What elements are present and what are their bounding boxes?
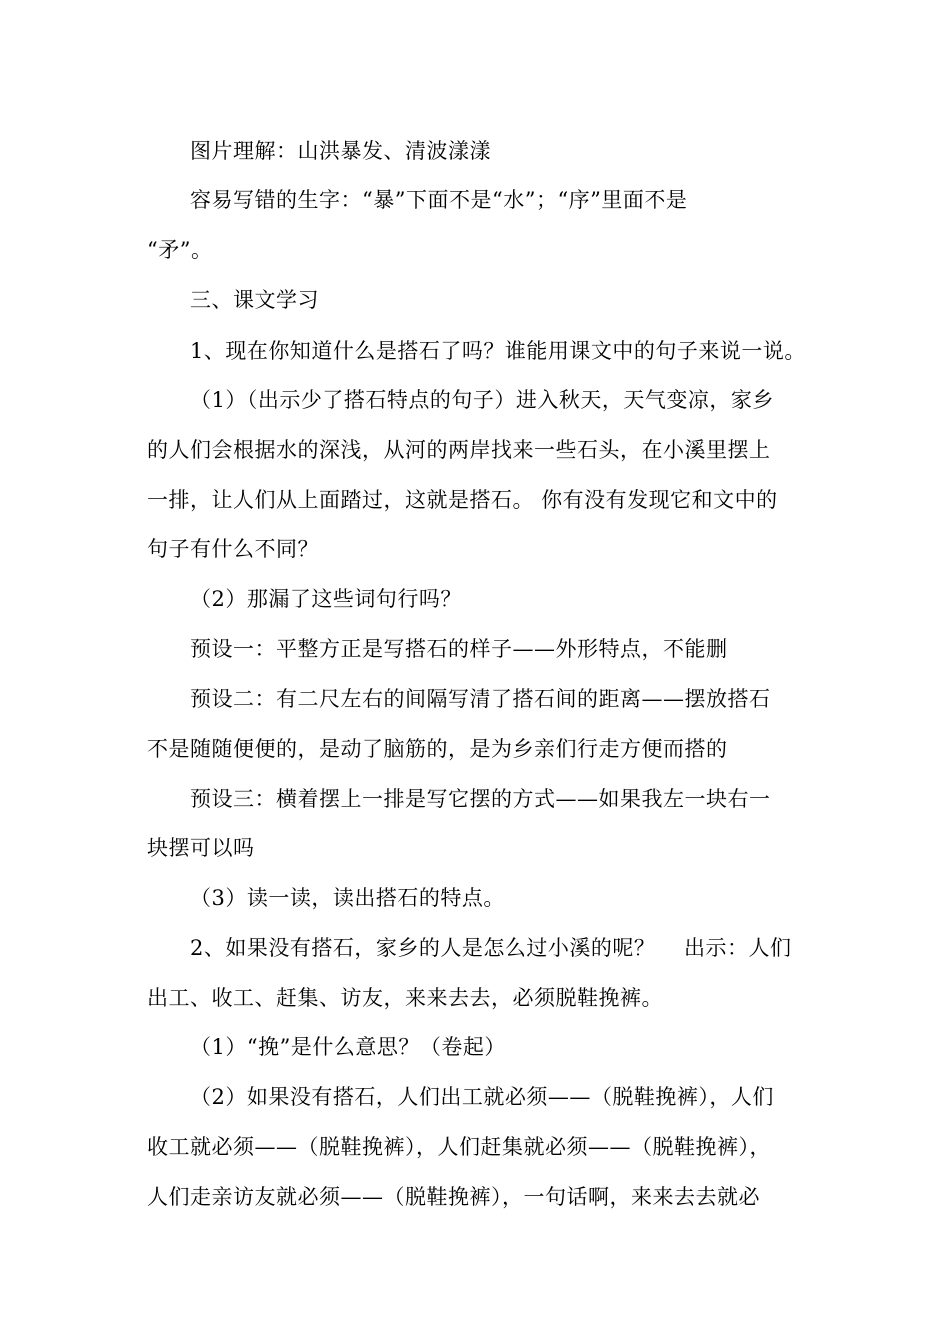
text-line: （1）“挽”是什么意思？（卷起） (190, 1035, 506, 1059)
text-line: 2、如果没有搭石，家乡的人是怎么过小溪的呢？ 出示：人们 (190, 936, 792, 960)
text-line: 预设一：平整方正是写搭石的样子——外形特点，不能删 (190, 637, 728, 661)
text-line: （2）如果没有搭石，人们出工就必须——（脱鞋挽裤），人们 (190, 1085, 774, 1109)
text-line: 收工就必须——（脱鞋挽裤），人们赶集就必须——（脱鞋挽裤）， (147, 1135, 771, 1159)
text-line: （1）（出示少了搭石特点的句子）进入秋天，天气变凉，家乡 (190, 388, 774, 412)
text-line: 预设三：横着摆上一排是写它摆的方式——如果我左一块右一 (190, 787, 771, 811)
text-line: 容易写错的生字：“暴”下面不是“水”；“序”里面不是 (190, 188, 688, 212)
text-line: 1、现在你知道什么是搭石了吗？谁能用课文中的句子来说一说。 (190, 339, 806, 363)
text-line: 的人们会根据水的深浅，从河的两岸找来一些石头，在小溪里摆上 (147, 438, 771, 462)
text-line: 一排，让人们从上面踏过，这就是搭石。 你有没有发现它和文中的 (147, 488, 778, 512)
section-heading: 三、课文学习 (190, 288, 319, 312)
text-line: 块摆可以吗 (147, 836, 255, 860)
text-line: 人们走亲访友就必须——（脱鞋挽裤），一句话啊，来来去去就必 (147, 1185, 760, 1209)
text-line: “矛”。 (147, 238, 213, 262)
text-line: 不是随随便便的，是动了脑筋的，是为乡亲们行走方便而搭的 (147, 737, 728, 761)
text-line: 预设二：有二尺左右的间隔写清了搭石间的距离——摆放搭石 (190, 687, 771, 711)
text-line: 句子有什么不同？ (147, 537, 319, 561)
text-line: 出工、收工、赶集、访友，来来去去，必须脱鞋挽裤。 (147, 986, 663, 1010)
text-line: （2）那漏了这些词句行吗？ (190, 587, 462, 611)
text-line: （3）读一读，读出搭石的特点。 (190, 886, 505, 910)
text-line: 图片理解：山洪暴发、清波漾漾 (190, 139, 491, 163)
